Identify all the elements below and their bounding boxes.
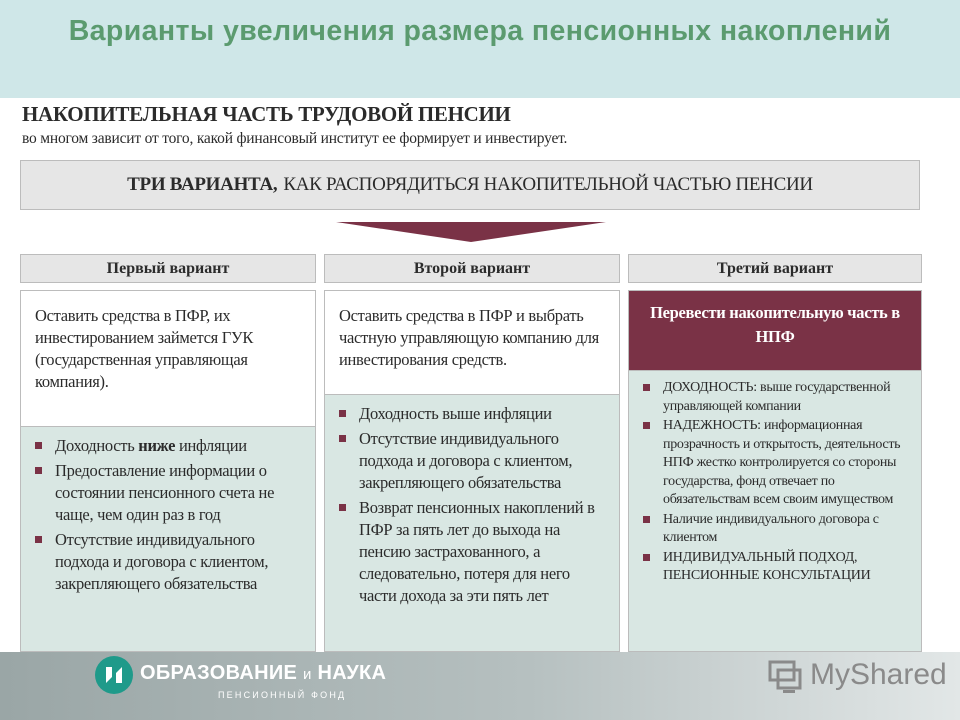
section-description: во многом зависит от того, какой финансовый институт ее формирует и инвестирует. — [22, 130, 568, 147]
list-item-text: Отсутствие индивидуального подхода и договора с клиентом, закрепляющего обязательства — [359, 429, 573, 492]
option-details-list — [325, 395, 619, 651]
option-details-list — [21, 427, 315, 651]
banner-bold-text: ТРИ ВАРИАНТА, — [127, 174, 278, 195]
list-item — [643, 379, 911, 416]
brand-word: ОБРАЗОВАНИЕ — [140, 662, 298, 684]
list-item — [339, 428, 609, 494]
column-header-label: Первый вариант — [106, 259, 230, 277]
watermark-text: MyShared — [810, 658, 947, 691]
option-summary-text: Оставить средства в ПФР, их инвестированием займется ГУК (государственная управляющая компания). — [35, 306, 254, 391]
option-summary-text: Перевести накопительную часть в НПФ — [650, 303, 900, 346]
list-item — [35, 460, 305, 526]
column-first — [20, 290, 316, 652]
list-item-text: ДОХОДНОСТЬ: выше государственной управляющей компании — [663, 380, 891, 414]
list-item-text: Отсутствие индивидуального подхода и договора с клиентом, закрепляющего обязательства — [55, 530, 269, 593]
bullet-square-icon — [35, 442, 42, 449]
list-item — [643, 417, 911, 510]
list-item-text: Предоставление информации о состоянии пенсионного счета не чаще, чем один раз в год — [55, 461, 275, 524]
bullet-square-icon — [339, 410, 346, 417]
bullet-square-icon — [643, 384, 650, 391]
bullet-square-icon — [643, 422, 650, 429]
list-item-emphasis: ниже — [138, 436, 176, 455]
brand-word: и — [303, 666, 312, 683]
list-item — [643, 511, 911, 548]
bullet-square-icon — [339, 435, 346, 442]
down-arrow-icon — [336, 222, 606, 242]
list-item — [643, 549, 911, 586]
fund-brand-name — [140, 662, 386, 685]
bullet-square-icon — [643, 516, 650, 523]
banner-text: КАК РАСПОРЯДИТЬСЯ НАКОПИТЕЛЬНОЙ ЧАСТЬЮ ПЕНСИИ — [283, 174, 813, 195]
bullet-square-icon — [339, 504, 346, 511]
list-item-text: Наличие индивидуального договора с клиентом — [663, 511, 879, 545]
list-item — [35, 435, 305, 457]
list-item-text: Доходность — [55, 436, 139, 455]
bullet-square-icon — [35, 536, 42, 543]
list-item-text: Возврат пенсионных накоплений в ПФР за пять лет до выхода на пенсию застрахованного, а следовательно, потеря для него части дохода за эти пять лет — [359, 498, 595, 605]
fund-brand-subtitle: ПЕНСИОННЫЙ ФОНД — [218, 690, 347, 700]
option-summary-text: Оставить средства в ПФР и выбрать частную управляющую компанию для инвестирования средств. — [339, 306, 599, 369]
brand-word: НАУКА — [317, 662, 387, 684]
list-item-text: ИНДИВИДУАЛЬНЫЙ ПОДХОД, ПЕНСИОННЫЕ КОНСУЛЬТАЦИИ — [663, 549, 871, 583]
column-third — [628, 290, 922, 652]
option-summary — [325, 291, 619, 395]
column-header-second — [324, 254, 620, 283]
list-item-text: НАДЕЖНОСТЬ: информационная прозрачность и открытость, деятельность НПФ жестко контролируется со стороны государства, фонд отвечает по обязательствам всем своим имуществом — [663, 418, 901, 507]
fund-logo-icon — [94, 655, 134, 695]
column-header-label: Второй вариант — [413, 259, 531, 277]
page-title: Варианты увеличения размера пенсионных накоплений — [68, 15, 892, 47]
list-item — [35, 529, 305, 595]
option-summary — [629, 291, 921, 371]
list-item-text: инфляции — [175, 436, 247, 455]
section-subtitle: НАКОПИТЕЛЬНАЯ ЧАСТЬ ТРУДОВОЙ ПЕНСИИ — [22, 102, 511, 126]
bullet-square-icon — [643, 554, 650, 561]
bullet-square-icon — [35, 467, 42, 474]
presentation-icon — [768, 660, 804, 694]
column-header-third — [628, 254, 922, 283]
list-item — [339, 403, 609, 425]
list-item — [339, 497, 609, 607]
column-second — [324, 290, 620, 652]
options-banner — [20, 160, 920, 210]
column-header-label: Третий вариант — [716, 259, 834, 277]
option-summary — [21, 291, 315, 427]
column-header-first — [20, 254, 316, 283]
option-details-list — [629, 371, 921, 651]
list-item-text: Доходность выше инфляции — [359, 404, 552, 423]
